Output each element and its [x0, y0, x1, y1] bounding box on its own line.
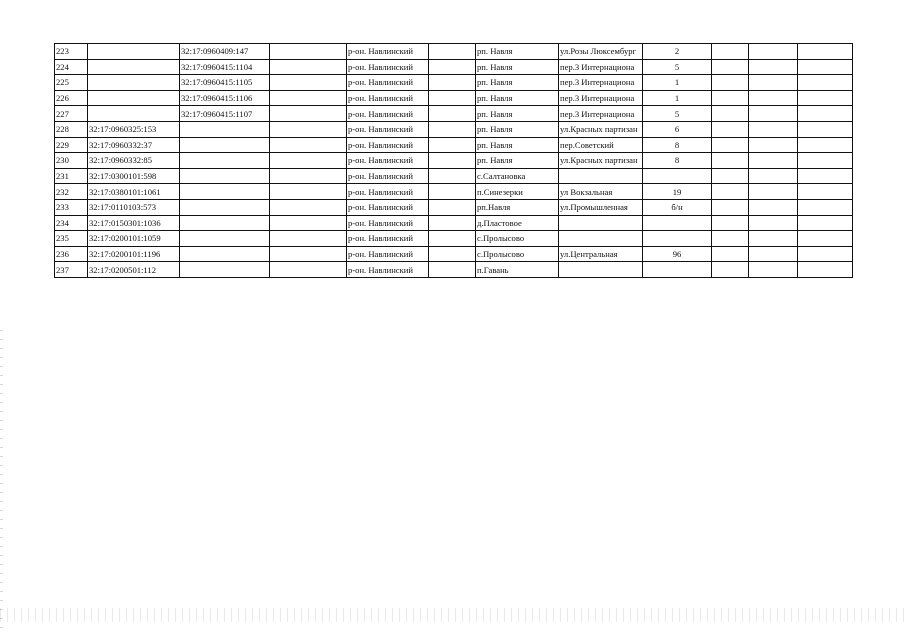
cadastral-number-cell [88, 44, 180, 60]
row-number-cell: 232 [55, 184, 88, 200]
empty-cell [270, 246, 347, 262]
cadastral-number-2-cell: 32:17:0960415:1104 [180, 59, 270, 75]
row-number-cell: 235 [55, 231, 88, 247]
empty-cell [798, 59, 853, 75]
settlement-cell: с.Салтановка [476, 168, 559, 184]
table-row [55, 75, 853, 91]
table-row [55, 262, 853, 278]
empty-cell [712, 44, 749, 60]
empty-cell [270, 153, 347, 169]
empty-cell [270, 59, 347, 75]
empty-cell [749, 44, 798, 60]
house-number-cell: 6 [643, 121, 712, 137]
cadastral-number-2-cell [180, 215, 270, 231]
empty-cell [798, 137, 853, 153]
settlement-cell: рп. Навля [476, 106, 559, 122]
cadastral-number-2-cell [180, 153, 270, 169]
empty-cell [270, 215, 347, 231]
row-number-cell: 229 [55, 137, 88, 153]
empty-cell [712, 262, 749, 278]
empty-cell [798, 215, 853, 231]
house-number-cell: 8 [643, 137, 712, 153]
empty-cell [270, 199, 347, 215]
empty-cell [798, 184, 853, 200]
empty-cell [270, 75, 347, 91]
table-row [55, 199, 853, 215]
empty-cell [749, 262, 798, 278]
cadastral-number-2-cell [180, 262, 270, 278]
empty-cell [429, 215, 476, 231]
settlement-cell: д.Пластовое [476, 215, 559, 231]
cadastral-number-2-cell [180, 121, 270, 137]
cadastral-number-2-cell [180, 231, 270, 247]
empty-cell [798, 44, 853, 60]
district-cell: р-он. Навлинский [347, 75, 429, 91]
cadastral-number-2-cell: 32:17:0960415:1106 [180, 90, 270, 106]
street-cell: пер.3 Интернациона [559, 59, 643, 75]
empty-cell [798, 153, 853, 169]
empty-cell [749, 59, 798, 75]
empty-cell [749, 137, 798, 153]
street-cell: пер.3 Интернациона [559, 106, 643, 122]
table-row [55, 231, 853, 247]
empty-cell [429, 59, 476, 75]
row-number-cell: 225 [55, 75, 88, 91]
cadastral-number-2-cell [180, 246, 270, 262]
table-row [55, 137, 853, 153]
empty-cell [429, 153, 476, 169]
table-row [55, 59, 853, 75]
table-row [55, 106, 853, 122]
cadastral-number-cell [88, 75, 180, 91]
empty-cell [798, 106, 853, 122]
district-cell: р-он. Навлинский [347, 90, 429, 106]
cadastral-number-2-cell [180, 184, 270, 200]
house-number-cell: 5 [643, 59, 712, 75]
cadastral-number-cell: 32:17:0150301:1036 [88, 215, 180, 231]
empty-cell [270, 121, 347, 137]
empty-cell [429, 231, 476, 247]
empty-cell [270, 231, 347, 247]
empty-cell [749, 75, 798, 91]
empty-cell [712, 231, 749, 247]
empty-cell [712, 199, 749, 215]
cadastral-number-cell: 32:17:0380101:1061 [88, 184, 180, 200]
cadastral-number-cell: 32:17:0200101:1059 [88, 231, 180, 247]
settlement-cell: рп.Навля [476, 199, 559, 215]
district-cell: р-он. Навлинский [347, 44, 429, 60]
house-number-cell [643, 168, 712, 184]
cadastral-number-cell: 32:17:0200501:112 [88, 262, 180, 278]
empty-cell [712, 168, 749, 184]
empty-cell [429, 262, 476, 278]
empty-cell [749, 184, 798, 200]
empty-cell [712, 59, 749, 75]
district-cell: р-он. Навлинский [347, 121, 429, 137]
district-cell: р-он. Навлинский [347, 184, 429, 200]
cadastral-number-cell: 32:17:0300101:598 [88, 168, 180, 184]
house-number-cell: 8 [643, 153, 712, 169]
street-cell [559, 262, 643, 278]
row-number-cell: 223 [55, 44, 88, 60]
house-number-cell: б/н [643, 199, 712, 215]
cadastral-number-cell [88, 90, 180, 106]
table-body [55, 44, 853, 278]
street-cell: ул.Красных партизан [559, 121, 643, 137]
empty-cell [270, 262, 347, 278]
house-number-cell: 1 [643, 90, 712, 106]
empty-cell [429, 106, 476, 122]
street-cell: пер.Советский [559, 137, 643, 153]
empty-cell [749, 153, 798, 169]
row-number-cell: 224 [55, 59, 88, 75]
cadastral-number-2-cell [180, 168, 270, 184]
row-number-cell: 227 [55, 106, 88, 122]
empty-cell [429, 121, 476, 137]
street-cell: ул.Промышленная [559, 199, 643, 215]
house-number-cell: 2 [643, 44, 712, 60]
empty-cell [429, 75, 476, 91]
street-cell: пер.3 Интернациона [559, 75, 643, 91]
empty-cell [749, 106, 798, 122]
district-cell: р-он. Навлинский [347, 262, 429, 278]
settlement-cell: рп. Навля [476, 44, 559, 60]
street-cell: ул.Центральная [559, 246, 643, 262]
row-number-cell: 230 [55, 153, 88, 169]
empty-cell [749, 90, 798, 106]
district-cell: р-он. Навлинский [347, 168, 429, 184]
empty-cell [429, 44, 476, 60]
empty-cell [712, 90, 749, 106]
row-number-cell: 228 [55, 121, 88, 137]
empty-cell [429, 168, 476, 184]
street-cell [559, 215, 643, 231]
empty-cell [749, 199, 798, 215]
empty-cell [749, 168, 798, 184]
settlement-cell: п.Синезерки [476, 184, 559, 200]
empty-cell [798, 90, 853, 106]
cadastral-number-2-cell: 32:17:0960415:1105 [180, 75, 270, 91]
empty-cell [270, 168, 347, 184]
empty-cell [712, 121, 749, 137]
table-row [55, 168, 853, 184]
empty-cell [712, 106, 749, 122]
empty-cell [749, 231, 798, 247]
empty-cell [270, 184, 347, 200]
street-cell [559, 231, 643, 247]
district-cell: р-он. Навлинский [347, 59, 429, 75]
row-number-cell: 237 [55, 262, 88, 278]
empty-cell [712, 75, 749, 91]
house-number-cell [643, 262, 712, 278]
empty-cell [749, 121, 798, 137]
district-cell: р-он. Навлинский [347, 199, 429, 215]
street-cell: пер.3 Интернациона [559, 90, 643, 106]
table-row [55, 246, 853, 262]
settlement-cell: рп. Навля [476, 121, 559, 137]
empty-cell [712, 215, 749, 231]
empty-cell [798, 199, 853, 215]
district-cell: р-он. Навлинский [347, 231, 429, 247]
district-cell: р-он. Навлинский [347, 246, 429, 262]
empty-cell [429, 199, 476, 215]
street-cell: ул Вокзальная [559, 184, 643, 200]
table-row [55, 153, 853, 169]
house-number-cell [643, 215, 712, 231]
district-cell: р-он. Навлинский [347, 215, 429, 231]
street-cell [559, 168, 643, 184]
empty-cell [712, 137, 749, 153]
table-row [55, 44, 853, 60]
table-row [55, 215, 853, 231]
district-cell: р-он. Навлинский [347, 106, 429, 122]
settlement-cell: рп. Навля [476, 75, 559, 91]
cadastral-number-cell: 32:17:0960332:37 [88, 137, 180, 153]
house-number-cell [643, 231, 712, 247]
empty-cell [270, 44, 347, 60]
row-number-cell: 236 [55, 246, 88, 262]
cadastral-number-2-cell: 32:17:0960415:1107 [180, 106, 270, 122]
row-number-cell: 234 [55, 215, 88, 231]
settlement-cell: рп. Навля [476, 59, 559, 75]
cadastral-number-cell: 32:17:0200101:1196 [88, 246, 180, 262]
empty-cell [798, 121, 853, 137]
house-number-cell: 5 [643, 106, 712, 122]
empty-cell [749, 246, 798, 262]
row-number-cell: 226 [55, 90, 88, 106]
cadastral-number-2-cell [180, 137, 270, 153]
cadastral-number-2-cell [180, 199, 270, 215]
cadastral-number-cell [88, 59, 180, 75]
empty-cell [712, 153, 749, 169]
district-cell: р-он. Навлинский [347, 153, 429, 169]
settlement-cell: с.Пролысово [476, 246, 559, 262]
empty-cell [798, 246, 853, 262]
scan-edge-marks [0, 330, 3, 630]
settlement-cell: рп. Навля [476, 137, 559, 153]
empty-cell [798, 168, 853, 184]
empty-cell [429, 137, 476, 153]
street-cell: ул.Красных партизан [559, 153, 643, 169]
house-number-cell: 19 [643, 184, 712, 200]
empty-cell [429, 90, 476, 106]
empty-cell [798, 75, 853, 91]
row-number-cell: 233 [55, 199, 88, 215]
scan-noise-strip [0, 608, 905, 622]
cadastral-number-cell [88, 106, 180, 122]
settlement-cell: рп. Навля [476, 90, 559, 106]
table-row [55, 121, 853, 137]
settlement-cell: рп. Навля [476, 153, 559, 169]
cadastral-number-cell: 32:17:0960325:153 [88, 121, 180, 137]
house-number-cell: 96 [643, 246, 712, 262]
registry-table [54, 43, 853, 278]
empty-cell [798, 262, 853, 278]
empty-cell [749, 215, 798, 231]
settlement-cell: с.Пролысово [476, 231, 559, 247]
table-row [55, 184, 853, 200]
settlement-cell: п.Гавань [476, 262, 559, 278]
empty-cell [270, 106, 347, 122]
empty-cell [712, 184, 749, 200]
house-number-cell: 1 [643, 75, 712, 91]
empty-cell [429, 184, 476, 200]
empty-cell [429, 246, 476, 262]
cadastral-number-cell: 32:17:0110103:573 [88, 199, 180, 215]
empty-cell [712, 246, 749, 262]
cadastral-number-cell: 32:17:0960332:85 [88, 153, 180, 169]
table-row [55, 90, 853, 106]
district-cell: р-он. Навлинский [347, 137, 429, 153]
empty-cell [798, 231, 853, 247]
empty-cell [270, 137, 347, 153]
cadastral-number-2-cell: 32:17:0960409:147 [180, 44, 270, 60]
street-cell: ул.Розы Люксембург [559, 44, 643, 60]
empty-cell [270, 90, 347, 106]
row-number-cell: 231 [55, 168, 88, 184]
